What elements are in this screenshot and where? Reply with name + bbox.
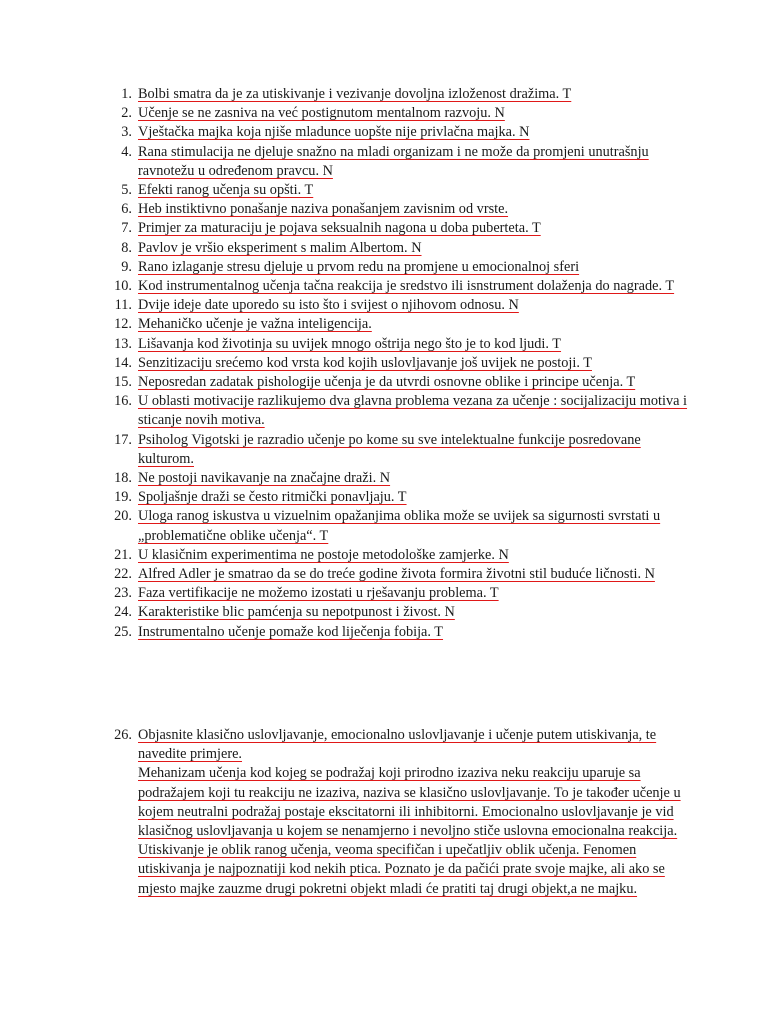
list-item bbox=[114, 469, 698, 488]
list-item bbox=[121, 143, 698, 181]
item-text: Karakteristike blic pamćenja su nepotpunost i živost. N bbox=[138, 604, 455, 621]
item-number: 24. bbox=[114, 604, 132, 621]
list-item bbox=[114, 392, 698, 430]
item-text: Uloga ranog iskustva u vizuelnim opažanjima oblika može se uvijek sa sigurnosti svrstati u „problematične oblike učenja“. T bbox=[138, 508, 661, 544]
item-text: Ne postoji navikavanje na značajne draži. N bbox=[138, 470, 391, 487]
item-number: 13. bbox=[114, 335, 132, 352]
item-number: 14. bbox=[114, 354, 132, 371]
item-text: Heb instiktivno ponašanje naziva ponašanjem zavisnim od vrste. bbox=[138, 201, 509, 218]
item-text: Primjer za maturaciju je pojava seksualnih nagona u doba puberteta. T bbox=[138, 220, 541, 237]
list-item bbox=[121, 181, 698, 200]
list-item bbox=[121, 123, 698, 142]
item-number: 6. bbox=[121, 201, 132, 218]
item-text: Mehaničko učenje je važna inteligencija. bbox=[138, 316, 372, 333]
list-item bbox=[114, 565, 698, 584]
list-item bbox=[114, 315, 698, 334]
item-number: 1. bbox=[121, 86, 132, 102]
item-number: 21. bbox=[114, 546, 132, 563]
item-text: Lišavanja kod životinja su uvijek mnogo oštrija nego što je to kod ljudi. T bbox=[138, 335, 562, 352]
item-number: 18. bbox=[114, 470, 132, 487]
question-answer: Mehanizam učenja kod kojeg se podražaj koji prirodno izaziva neku reakciju uparuje sa podražajem koji tu reakciju ne izaziva, naziva se klasično uslovljavanje. To je također učenje u kojem neutralni podražaj postaje ekscitatorni ili inhibitorni. Emocionalno uslovljavanje je vid klasičnog uslovljavanja u kojem se nenamjerno i nevoljno stiče uslovna emocionalna reakcija. Utiskivanje je oblik ranog učenja, veoma specifičan i upečatljiv oblik učenja. Fenomen utiskivanja je najpoznatiji kod nekih ptica. Poznato je da pačići prate svoje majke, ali ako se mjesto majke zauzme drugi pokretni objekt mladi će pratiti taj drugi objekt,a ne majku. bbox=[138, 765, 681, 897]
item-text: Neposredan zadatak pishologije učenja je da utvrdi osnovne oblike i principe učenja. T bbox=[138, 374, 636, 391]
item-text: Rana stimulacija ne djeluje snažno na mladi organizam i ne može da promjeni unutrašnju ravnotežu u određenom pravcu. N bbox=[138, 143, 649, 179]
item-number: 4. bbox=[121, 143, 132, 160]
list-item bbox=[114, 431, 698, 469]
item-text: Dvije ideje date uporedo su isto što i svijest o njihovom odnosu. N bbox=[138, 297, 519, 314]
statement-list bbox=[114, 85, 698, 642]
item-number: 17. bbox=[114, 431, 132, 448]
item-text: Spoljašnje draži se često ritmički ponavljaju. T bbox=[138, 489, 407, 506]
item-text: Pavlov je vršio eksperiment s malim Albertom. N bbox=[138, 239, 422, 256]
item-number: 25. bbox=[114, 623, 132, 640]
item-text: U oblasti motivacije razlikujemo dva glavna problema vezana za učenje : socijalizaciju motiva i sticanje novih motiva. bbox=[138, 393, 688, 429]
item-number: 16. bbox=[114, 393, 132, 410]
item-text: Kod instrumentalnog učenja tačna reakcija je sredstvo ili isnstrument dolaženja do nagrade. T bbox=[138, 278, 675, 295]
list-item bbox=[121, 85, 698, 104]
list-item bbox=[121, 258, 698, 277]
list-item bbox=[114, 603, 698, 622]
item-number: 11. bbox=[114, 297, 132, 314]
list-item bbox=[114, 277, 698, 296]
item-number: 8. bbox=[121, 239, 132, 256]
item-text: Instrumentalno učenje pomaže kod liječenja fobija. T bbox=[138, 623, 444, 640]
item-number: 22. bbox=[114, 566, 132, 583]
item-text: Alfred Adler je smatrao da se do treće godine života formira životni stil buduće ličnosti. N bbox=[138, 566, 655, 583]
item-number: 12. bbox=[114, 316, 132, 333]
item-number: 9. bbox=[121, 258, 132, 275]
item-text: Učenje se ne zasniva na već postignutom mentalnom razvoju. N bbox=[138, 105, 505, 122]
list-item bbox=[121, 239, 698, 258]
list-item bbox=[114, 584, 698, 603]
list-item bbox=[121, 104, 698, 123]
item-number: 5. bbox=[121, 182, 132, 199]
item-number: 15. bbox=[114, 374, 132, 391]
item-number: 3. bbox=[121, 124, 132, 141]
item-number: 10. bbox=[114, 278, 132, 295]
item-text: Senzitizaciju srećemo kod vrsta kod kojih uslovljavanje još uvijek ne postoji. T bbox=[138, 354, 592, 371]
list-item bbox=[114, 546, 698, 565]
item-text: Rano izlaganje stresu djeluje u prvom redu na promjene u emocionalnoj sferi bbox=[138, 258, 580, 275]
question-prompt: Objasnite klasično uslovljavanje, emocionalno uslovljavanje i učenje putem utiskivanja, te navedite primjere. bbox=[138, 727, 657, 763]
list-item bbox=[114, 488, 698, 507]
item-text: Faza vertifikacije ne možemo izostati u rješavanju problema. T bbox=[138, 585, 499, 602]
item-text: Psiholog Vigotski je razradio učenje po kome su sve intelektualne funkcije posredovane kulturom. bbox=[138, 431, 641, 467]
list-item bbox=[121, 200, 698, 219]
item-number: 20. bbox=[114, 508, 132, 525]
list-item bbox=[114, 354, 698, 373]
question-number: 26. bbox=[114, 727, 132, 743]
item-number: 7. bbox=[121, 220, 132, 237]
item-text: Vještačka majka koja njiše mladunce uopšte nije privlačna majka. N bbox=[138, 124, 530, 141]
list-item bbox=[121, 219, 698, 238]
list-item bbox=[114, 335, 698, 354]
item-text: Bolbi smatra da je za utiskivanje i vezivanje dovoljna izloženost dražima. T bbox=[138, 86, 572, 102]
item-number: 23. bbox=[114, 585, 132, 602]
item-text: U klasičnim experimentima ne postoje metodološke zamjerke. N bbox=[138, 546, 509, 563]
list-item bbox=[114, 623, 698, 642]
item-number: 2. bbox=[121, 105, 132, 122]
list-item bbox=[114, 296, 698, 315]
essay-question bbox=[114, 726, 698, 899]
item-text: Efekti ranog učenja su opšti. T bbox=[138, 182, 314, 199]
list-item bbox=[114, 507, 698, 545]
list-item bbox=[114, 373, 698, 392]
item-number: 19. bbox=[114, 489, 132, 506]
